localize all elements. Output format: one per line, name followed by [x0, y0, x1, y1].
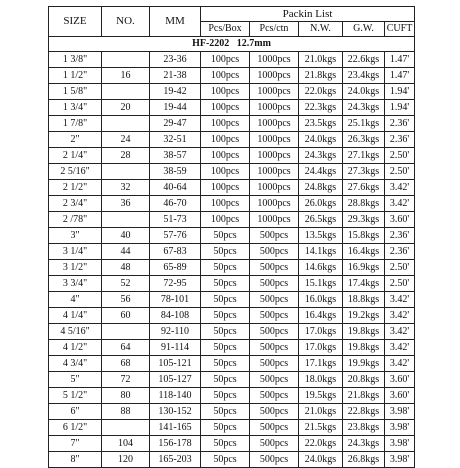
table-row — [49, 260, 415, 276]
cell-cuft: 3.98' — [385, 452, 415, 468]
table-row — [49, 420, 415, 436]
cell-mm: 46-70 — [150, 196, 201, 212]
cell-pcs-ctn: 500pcs — [250, 356, 299, 372]
cell-size: 3 3/4" — [49, 276, 102, 292]
cell-mm: 84-108 — [150, 308, 201, 324]
cell-pcs-ctn: 1000pcs — [250, 68, 299, 84]
cell-nw: 16.4kgs — [299, 308, 343, 324]
table-row — [49, 356, 415, 372]
cell-nw: 13.5kgs — [299, 228, 343, 244]
cell-nw: 22.3kgs — [299, 100, 343, 116]
cell-pcs-box: 50pcs — [201, 436, 250, 452]
cell-pcs-box: 100pcs — [201, 180, 250, 196]
table-row — [49, 436, 415, 452]
cell-no — [102, 52, 150, 68]
cell-cuft: 2.50' — [385, 148, 415, 164]
cell-gw: 19.8kgs — [343, 324, 385, 340]
cell-no: 16 — [102, 68, 150, 84]
header-gw: G.W. — [343, 22, 385, 37]
header-mm: MM — [150, 7, 201, 37]
cell-mm: 105-127 — [150, 372, 201, 388]
cell-cuft: 2.50' — [385, 276, 415, 292]
table-row — [49, 276, 415, 292]
cell-no: 44 — [102, 244, 150, 260]
cell-pcs-ctn: 500pcs — [250, 324, 299, 340]
cell-no: 40 — [102, 228, 150, 244]
cell-gw: 27.3kgs — [343, 164, 385, 180]
cell-pcs-ctn: 500pcs — [250, 404, 299, 420]
cell-mm: 38-57 — [150, 148, 201, 164]
cell-size: 4 1/4" — [49, 308, 102, 324]
table-row — [49, 292, 415, 308]
cell-nw: 24.0kgs — [299, 452, 343, 468]
cell-size: 4" — [49, 292, 102, 308]
header-packing-list: Packin List — [201, 7, 415, 22]
cell-gw: 23.8kgs — [343, 420, 385, 436]
cell-nw: 14.1kgs — [299, 244, 343, 260]
cell-pcs-box: 50pcs — [201, 276, 250, 292]
cell-cuft: 2.36' — [385, 244, 415, 260]
cell-pcs-ctn: 500pcs — [250, 276, 299, 292]
table-row — [49, 84, 415, 100]
cell-no: 24 — [102, 132, 150, 148]
cell-nw: 21.8kgs — [299, 68, 343, 84]
cell-no: 32 — [102, 180, 150, 196]
cell-mm: 165-203 — [150, 452, 201, 468]
cell-mm: 141-165 — [150, 420, 201, 436]
cell-size: 4 1/2" — [49, 340, 102, 356]
cell-gw: 26.8kgs — [343, 452, 385, 468]
table-row — [49, 52, 415, 68]
cell-pcs-box: 50pcs — [201, 308, 250, 324]
cell-pcs-box: 100pcs — [201, 84, 250, 100]
header-size: SIZE — [49, 7, 102, 37]
cell-pcs-ctn: 1000pcs — [250, 116, 299, 132]
cell-pcs-box: 50pcs — [201, 356, 250, 372]
cell-size: 5 1/2" — [49, 388, 102, 404]
cell-cuft: 3.60' — [385, 212, 415, 228]
cell-cuft: 2.36' — [385, 132, 415, 148]
cell-pcs-box: 100pcs — [201, 212, 250, 228]
cell-cuft: 3.98' — [385, 436, 415, 452]
cell-pcs-box: 50pcs — [201, 228, 250, 244]
cell-pcs-ctn: 500pcs — [250, 308, 299, 324]
table-row — [49, 148, 415, 164]
table-row — [49, 404, 415, 420]
cell-no: 80 — [102, 388, 150, 404]
cell-nw: 16.0kgs — [299, 292, 343, 308]
cell-gw: 29.3kgs — [343, 212, 385, 228]
cell-cuft: 1.47' — [385, 52, 415, 68]
cell-gw: 24.3kgs — [343, 436, 385, 452]
cell-no: 36 — [102, 196, 150, 212]
cell-no — [102, 116, 150, 132]
cell-no — [102, 324, 150, 340]
cell-cuft: 3.42' — [385, 340, 415, 356]
cell-cuft: 3.98' — [385, 404, 415, 420]
cell-gw: 18.8kgs — [343, 292, 385, 308]
table-row — [49, 244, 415, 260]
cell-cuft: 3.42' — [385, 292, 415, 308]
cell-pcs-box: 50pcs — [201, 340, 250, 356]
cell-size: 4 3/4" — [49, 356, 102, 372]
cell-pcs-box: 100pcs — [201, 196, 250, 212]
cell-mm: 57-76 — [150, 228, 201, 244]
cell-nw: 24.0kgs — [299, 132, 343, 148]
cell-nw: 17.1kgs — [299, 356, 343, 372]
cell-no — [102, 84, 150, 100]
cell-pcs-ctn: 500pcs — [250, 452, 299, 468]
table-row — [49, 68, 415, 84]
packing-list-table — [48, 6, 415, 468]
cell-nw: 24.3kgs — [299, 148, 343, 164]
cell-pcs-ctn: 1000pcs — [250, 212, 299, 228]
cell-gw: 16.9kgs — [343, 260, 385, 276]
cell-no: 64 — [102, 340, 150, 356]
cell-no: 20 — [102, 100, 150, 116]
cell-cuft: 3.98' — [385, 420, 415, 436]
cell-mm: 40-64 — [150, 180, 201, 196]
cell-size: 2 1/4" — [49, 148, 102, 164]
cell-pcs-ctn: 500pcs — [250, 340, 299, 356]
cell-mm: 21-38 — [150, 68, 201, 84]
cell-cuft: 3.42' — [385, 308, 415, 324]
cell-pcs-ctn: 1000pcs — [250, 100, 299, 116]
cell-no — [102, 164, 150, 180]
table-body — [49, 37, 415, 468]
cell-pcs-ctn: 1000pcs — [250, 148, 299, 164]
cell-cuft: 2.50' — [385, 260, 415, 276]
cell-size: 6 1/2" — [49, 420, 102, 436]
cell-cuft: 1.47' — [385, 68, 415, 84]
table-row — [49, 228, 415, 244]
cell-gw: 21.8kgs — [343, 388, 385, 404]
cell-size: 1 5/8" — [49, 84, 102, 100]
cell-nw: 19.5kgs — [299, 388, 343, 404]
cell-size: 8" — [49, 452, 102, 468]
cell-cuft: 2.50' — [385, 164, 415, 180]
cell-no — [102, 212, 150, 228]
table-row — [49, 388, 415, 404]
cell-gw: 24.0kgs — [343, 84, 385, 100]
table-row — [49, 100, 415, 116]
cell-no: 56 — [102, 292, 150, 308]
cell-pcs-box: 50pcs — [201, 452, 250, 468]
cell-cuft: 3.42' — [385, 180, 415, 196]
cell-size: 2 1/2" — [49, 180, 102, 196]
cell-size: 3 1/4" — [49, 244, 102, 260]
cell-size: 2 3/4" — [49, 196, 102, 212]
cell-gw: 16.4kgs — [343, 244, 385, 260]
cell-pcs-box: 50pcs — [201, 388, 250, 404]
cell-size: 1 7/8" — [49, 116, 102, 132]
cell-mm: 32-51 — [150, 132, 201, 148]
cell-mm: 67-83 — [150, 244, 201, 260]
cell-gw: 27.6kgs — [343, 180, 385, 196]
cell-cuft: 1.94' — [385, 84, 415, 100]
cell-mm: 19-44 — [150, 100, 201, 116]
cell-size: 2 /78" — [49, 212, 102, 228]
cell-nw: 22.0kgs — [299, 84, 343, 100]
cell-pcs-ctn: 500pcs — [250, 244, 299, 260]
cell-cuft: 3.42' — [385, 324, 415, 340]
cell-pcs-box: 100pcs — [201, 68, 250, 84]
cell-size: 4 5/16" — [49, 324, 102, 340]
cell-mm: 92-110 — [150, 324, 201, 340]
cell-no: 68 — [102, 356, 150, 372]
cell-pcs-ctn: 1000pcs — [250, 132, 299, 148]
cell-mm: 65-89 — [150, 260, 201, 276]
cell-gw: 15.8kgs — [343, 228, 385, 244]
table-row — [49, 132, 415, 148]
cell-nw: 22.0kgs — [299, 436, 343, 452]
cell-size: 7" — [49, 436, 102, 452]
cell-cuft: 3.42' — [385, 356, 415, 372]
cell-cuft: 3.42' — [385, 196, 415, 212]
cell-gw: 17.4kgs — [343, 276, 385, 292]
cell-nw: 18.0kgs — [299, 372, 343, 388]
cell-pcs-box: 100pcs — [201, 164, 250, 180]
cell-no — [102, 420, 150, 436]
cell-gw: 27.1kgs — [343, 148, 385, 164]
header-cuft: CUFT — [385, 22, 415, 37]
cell-gw: 20.8kgs — [343, 372, 385, 388]
cell-nw: 21.0kgs — [299, 52, 343, 68]
packing-list-sheet — [48, 6, 414, 465]
cell-pcs-box: 50pcs — [201, 292, 250, 308]
table-row — [49, 324, 415, 340]
cell-size: 5" — [49, 372, 102, 388]
cell-nw: 26.0kgs — [299, 196, 343, 212]
cell-pcs-box: 50pcs — [201, 372, 250, 388]
cell-size: 2" — [49, 132, 102, 148]
cell-gw: 22.8kgs — [343, 404, 385, 420]
cell-gw: 22.6kgs — [343, 52, 385, 68]
model-code: HF-2202 — [192, 38, 230, 49]
cell-mm: 78-101 — [150, 292, 201, 308]
cell-pcs-box: 50pcs — [201, 324, 250, 340]
cell-pcs-ctn: 1000pcs — [250, 52, 299, 68]
table-row — [49, 212, 415, 228]
cell-pcs-ctn: 500pcs — [250, 436, 299, 452]
cell-size: 6" — [49, 404, 102, 420]
cell-gw: 19.2kgs — [343, 308, 385, 324]
cell-cuft: 2.36' — [385, 116, 415, 132]
table-row — [49, 180, 415, 196]
cell-gw: 19.9kgs — [343, 356, 385, 372]
cell-nw: 14.6kgs — [299, 260, 343, 276]
cell-cuft: 3.60' — [385, 372, 415, 388]
header-pcs-box: Pcs/Box — [201, 22, 250, 37]
model-label — [49, 37, 415, 52]
cell-nw: 15.1kgs — [299, 276, 343, 292]
cell-gw: 28.8kgs — [343, 196, 385, 212]
cell-mm: 29-47 — [150, 116, 201, 132]
cell-pcs-ctn: 500pcs — [250, 372, 299, 388]
cell-pcs-ctn: 1000pcs — [250, 84, 299, 100]
cell-pcs-box: 100pcs — [201, 116, 250, 132]
table-row — [49, 340, 415, 356]
cell-nw: 21.5kgs — [299, 420, 343, 436]
cell-pcs-ctn: 500pcs — [250, 292, 299, 308]
cell-pcs-box: 50pcs — [201, 260, 250, 276]
cell-no: 104 — [102, 436, 150, 452]
cell-mm: 51-73 — [150, 212, 201, 228]
table-row — [49, 308, 415, 324]
cell-cuft: 1.94' — [385, 100, 415, 116]
cell-no: 88 — [102, 404, 150, 420]
cell-nw: 26.5kgs — [299, 212, 343, 228]
cell-size: 1 3/8" — [49, 52, 102, 68]
cell-no: 52 — [102, 276, 150, 292]
header-no: NO. — [102, 7, 150, 37]
cell-pcs-box: 50pcs — [201, 404, 250, 420]
cell-mm: 72-95 — [150, 276, 201, 292]
header-pcs-ctn: Pcs/ctn — [250, 22, 299, 37]
cell-pcs-ctn: 1000pcs — [250, 164, 299, 180]
table-row — [49, 196, 415, 212]
cell-cuft: 2.36' — [385, 228, 415, 244]
cell-pcs-ctn: 500pcs — [250, 420, 299, 436]
cell-pcs-ctn: 500pcs — [250, 388, 299, 404]
cell-no: 120 — [102, 452, 150, 468]
cell-pcs-box: 100pcs — [201, 132, 250, 148]
cell-pcs-ctn: 1000pcs — [250, 196, 299, 212]
table-row — [49, 372, 415, 388]
cell-nw: 24.4kgs — [299, 164, 343, 180]
cell-size: 1 3/4" — [49, 100, 102, 116]
cell-pcs-box: 100pcs — [201, 52, 250, 68]
cell-size: 2 5/16" — [49, 164, 102, 180]
cell-pcs-box: 50pcs — [201, 420, 250, 436]
cell-nw: 17.0kgs — [299, 324, 343, 340]
cell-nw: 23.5kgs — [299, 116, 343, 132]
cell-gw: 23.4kgs — [343, 68, 385, 84]
cell-gw: 26.3kgs — [343, 132, 385, 148]
cell-pcs-box: 100pcs — [201, 148, 250, 164]
cell-pcs-ctn: 1000pcs — [250, 180, 299, 196]
cell-no: 72 — [102, 372, 150, 388]
cell-nw: 21.0kgs — [299, 404, 343, 420]
cell-gw: 24.3kgs — [343, 100, 385, 116]
header-nw: N.W. — [299, 22, 343, 37]
cell-no: 28 — [102, 148, 150, 164]
model-row — [49, 37, 415, 52]
cell-mm: 91-114 — [150, 340, 201, 356]
cell-pcs-box: 100pcs — [201, 100, 250, 116]
cell-cuft: 3.60' — [385, 388, 415, 404]
cell-mm: 23-36 — [150, 52, 201, 68]
cell-gw: 19.8kgs — [343, 340, 385, 356]
cell-pcs-ctn: 500pcs — [250, 228, 299, 244]
cell-no: 60 — [102, 308, 150, 324]
cell-nw: 17.0kgs — [299, 340, 343, 356]
cell-mm: 38-59 — [150, 164, 201, 180]
cell-nw: 24.8kgs — [299, 180, 343, 196]
cell-size: 3" — [49, 228, 102, 244]
cell-pcs-box: 50pcs — [201, 244, 250, 260]
table-row — [49, 116, 415, 132]
cell-no: 48 — [102, 260, 150, 276]
cell-mm: 118-140 — [150, 388, 201, 404]
cell-mm: 130-152 — [150, 404, 201, 420]
cell-gw: 25.1kgs — [343, 116, 385, 132]
cell-mm: 19-42 — [150, 84, 201, 100]
model-width: 12.7mm — [236, 38, 271, 49]
cell-mm: 156-178 — [150, 436, 201, 452]
cell-mm: 105-121 — [150, 356, 201, 372]
cell-pcs-ctn: 500pcs — [250, 260, 299, 276]
cell-size: 1 1/2" — [49, 68, 102, 84]
cell-size: 3 1/2" — [49, 260, 102, 276]
table-row — [49, 164, 415, 180]
